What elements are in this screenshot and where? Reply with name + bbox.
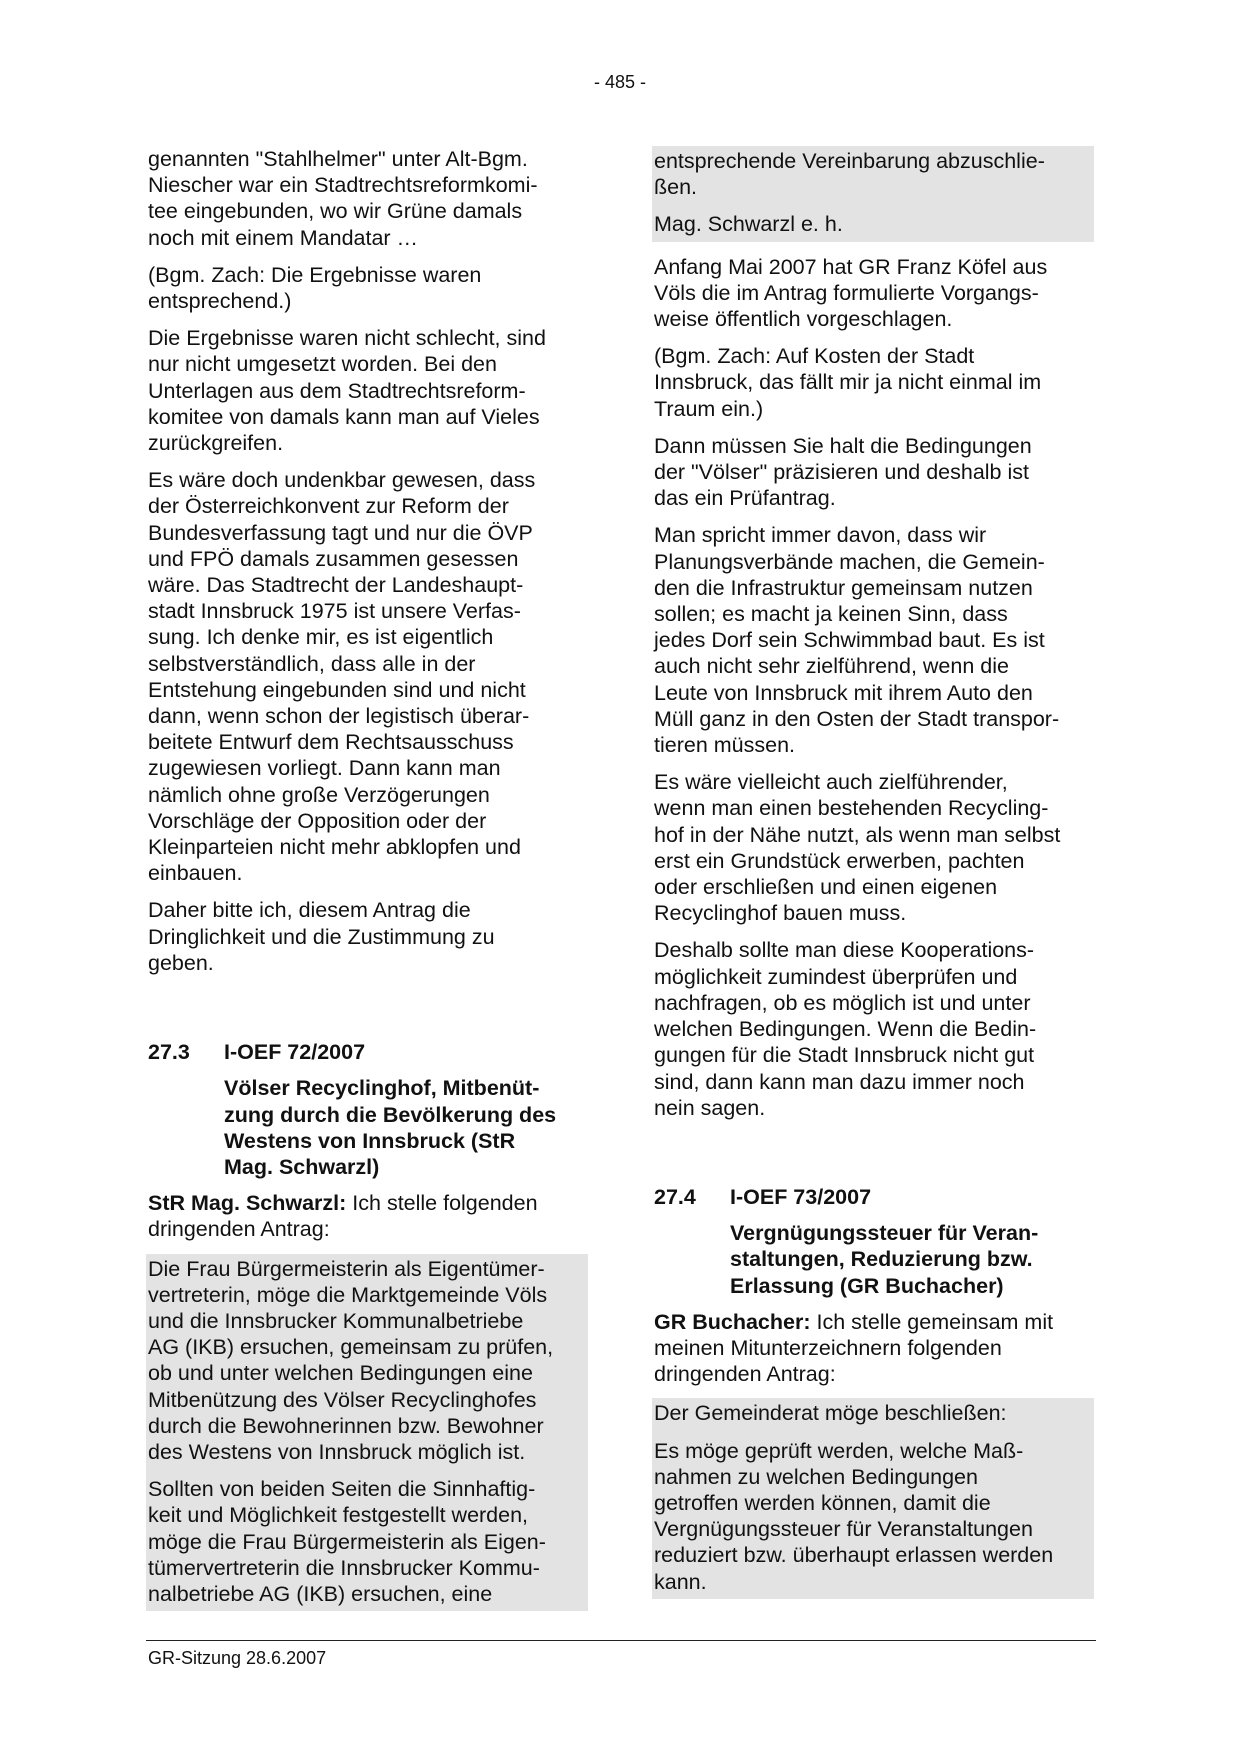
speaker-text: Ich stelle gemeinsam mit meinen Mitunterzeichnern folgenden dringenden Antrag: (654, 1309, 1054, 1387)
interjection: (Bgm. Zach: Auf Kosten der Stadt Innsbruck, das fällt mir ja nicht einmal im Traum ein.) (654, 344, 1042, 421)
paragraph: Man spricht immer davon, dass wir Planungsverbände machen, die Gemein- den die Infrastruktur gemeinsam nutzen sollen; es macht ja keinen Sinn, dass jedes Dorf sein Schwimmbad baut. Es ist auch nicht sehr zielführend, wenn die Leute von Innsbruck mit ihrem Auto den Müll ganz in den Osten der Stadt transpor- tieren müssen. (654, 523, 1060, 758)
motion-paragraph: entsprechende Vereinbarung abzuschlie- ßen. (654, 149, 1045, 200)
paragraph: genannten "Stahlhelmer" unter Alt-Bgm. Niescher war ein Stadtrechtsreformkomi- tee eingebunden, wo wir Grüne damals noch mit einem Mandatar … (148, 147, 538, 250)
motion-paragraph: Es möge geprüft werden, welche Maß- nahmen zu welchen Bedingungen getroffen werden können, damit die Vergnügungssteuer für Veranstaltungen reduziert bzw. überhaupt erlassen werden kann. (654, 1438, 1054, 1594)
speaker-name: StR Mag. Schwarzl: (148, 1191, 347, 1216)
motion-paragraph: Der Gemeinderat möge beschließen: (654, 1401, 1007, 1426)
agenda-item-number: 27.3 (148, 1040, 190, 1065)
paragraph: Die Ergebnisse waren nicht schlecht, sind nur nicht umgesetzt worden. Bei den Unterlagen aus dem Stadtrechtsreform- komitee von damals kann man auf Vieles zurückgreifen. (148, 326, 546, 456)
paragraph: Dann müssen Sie halt die Bedingungen der "Völser" präzisieren und deshalb ist das ein Prüfantrag. (654, 433, 1032, 511)
motion-box (146, 1254, 588, 1612)
paragraph: Es wäre doch undenkbar gewesen, dass der Österreichkonvent zur Reform der Bundesverfassung tagt und nur die ÖVP und FPÖ damals zusammen gesessen wäre. Das Stadtrecht der Landeshaupt- stadt Innsbruck 1975 ist unsere Verfas- sung. Ich denke mir, es ist eigentlich selbstverständlich, dass alle in der Entstehung eingebunden sind und nicht dann, wenn schon der legistisch überar- beitete Entwurf dem Rechtsausschuss zugewiesen vorliegt. Dann kann man nämlich ohne große Verzögerungen Vorschläge der Opposition oder der Kleinparteien nicht mehr abklopfen und einbauen. (148, 468, 536, 886)
agenda-item-title: Vergnügungssteuer für Veran- staltungen, Reduzierung bzw. Erlassung (GR Buchacher) (730, 1221, 1039, 1298)
footer-divider (146, 1640, 1096, 1641)
paragraph: Es wäre vielleicht auch zielführender, wenn man einen bestehenden Recycling- hof in der Nähe nutzt, als wenn man selbst erst ein Grundstück erwerben, pachten oder erschließen und einen eigenen Recyclinghof bauen muss. (654, 770, 1061, 926)
motion-paragraph: Sollten von beiden Seiten die Sinnhaftig- keit und Möglichkeit festgestellt werden, möge die Frau Bürgermeisterin als Eigen- tümervertreterin die Innsbrucker Kommu- nalbetriebe AG (IKB) ersuchen, eine (148, 1477, 546, 1606)
paragraph: Anfang Mai 2007 hat GR Franz Köfel aus Völs die im Antrag formulierte Vorgangs- weise öffentlich vorgeschlagen. (654, 254, 1048, 332)
motion-box (652, 1398, 1094, 1598)
right-column (654, 146, 1094, 1599)
paragraph: Deshalb sollte man diese Kooperations- möglichkeit zumindest überprüfen und nachfragen, ob es möglich ist und unter welchen Bedingungen. Wenn die Bedin- gungen für die Stadt Innsbruck nicht gut sind, dann kann man dazu immer noch nein sagen. (654, 938, 1037, 1120)
motion-signature: Mag. Schwarzl e. h. (654, 212, 843, 237)
speaker-name: GR Buchacher: (654, 1309, 811, 1334)
speaker-paragraph (148, 1190, 588, 1242)
footer-session-date: GR-Sitzung 28.6.2007 (148, 1648, 327, 1668)
speaker-text: Ich stelle folgenden dringenden Antrag: (148, 1191, 538, 1242)
agenda-item-heading (148, 1039, 588, 1065)
agenda-item-code: I-OEF 72/2007 (224, 1040, 366, 1065)
agenda-item-heading (654, 1184, 1094, 1210)
motion-box-continued (652, 146, 1094, 242)
agenda-item-title: Völser Recyclinghof, Mitbenüt- zung durch die Bevölkerung des Westens von Innsbruck (StR Mag. Schwarzl) (224, 1076, 557, 1179)
speaker-paragraph (654, 1309, 1094, 1388)
agenda-item-number: 27.4 (654, 1184, 696, 1209)
motion-paragraph: Die Frau Bürgermeisterin als Eigentümer- vertreterin, möge die Marktgemeinde Völs und die Innsbrucker Kommunalbetriebe AG (IKB) ersuchen, gemeinsam zu prüfen, ob und unter welchen Bedingungen eine Mitbenützung des Völser Recyclinghofes durch die Bewohnerinnen bzw. Bewohner des Westens von Innsbruck möglich ist. (148, 1256, 554, 1464)
paragraph: Daher bitte ich, diesem Antrag die Dringlichkeit und die Zustimmung zu geben. (148, 898, 495, 975)
interjection: (Bgm. Zach: Die Ergebnisse waren entsprechend.) (148, 262, 482, 314)
page-number: - 485 - (593, 72, 647, 92)
agenda-item-code: I-OEF 73/2007 (730, 1184, 872, 1209)
left-column (148, 146, 588, 1611)
